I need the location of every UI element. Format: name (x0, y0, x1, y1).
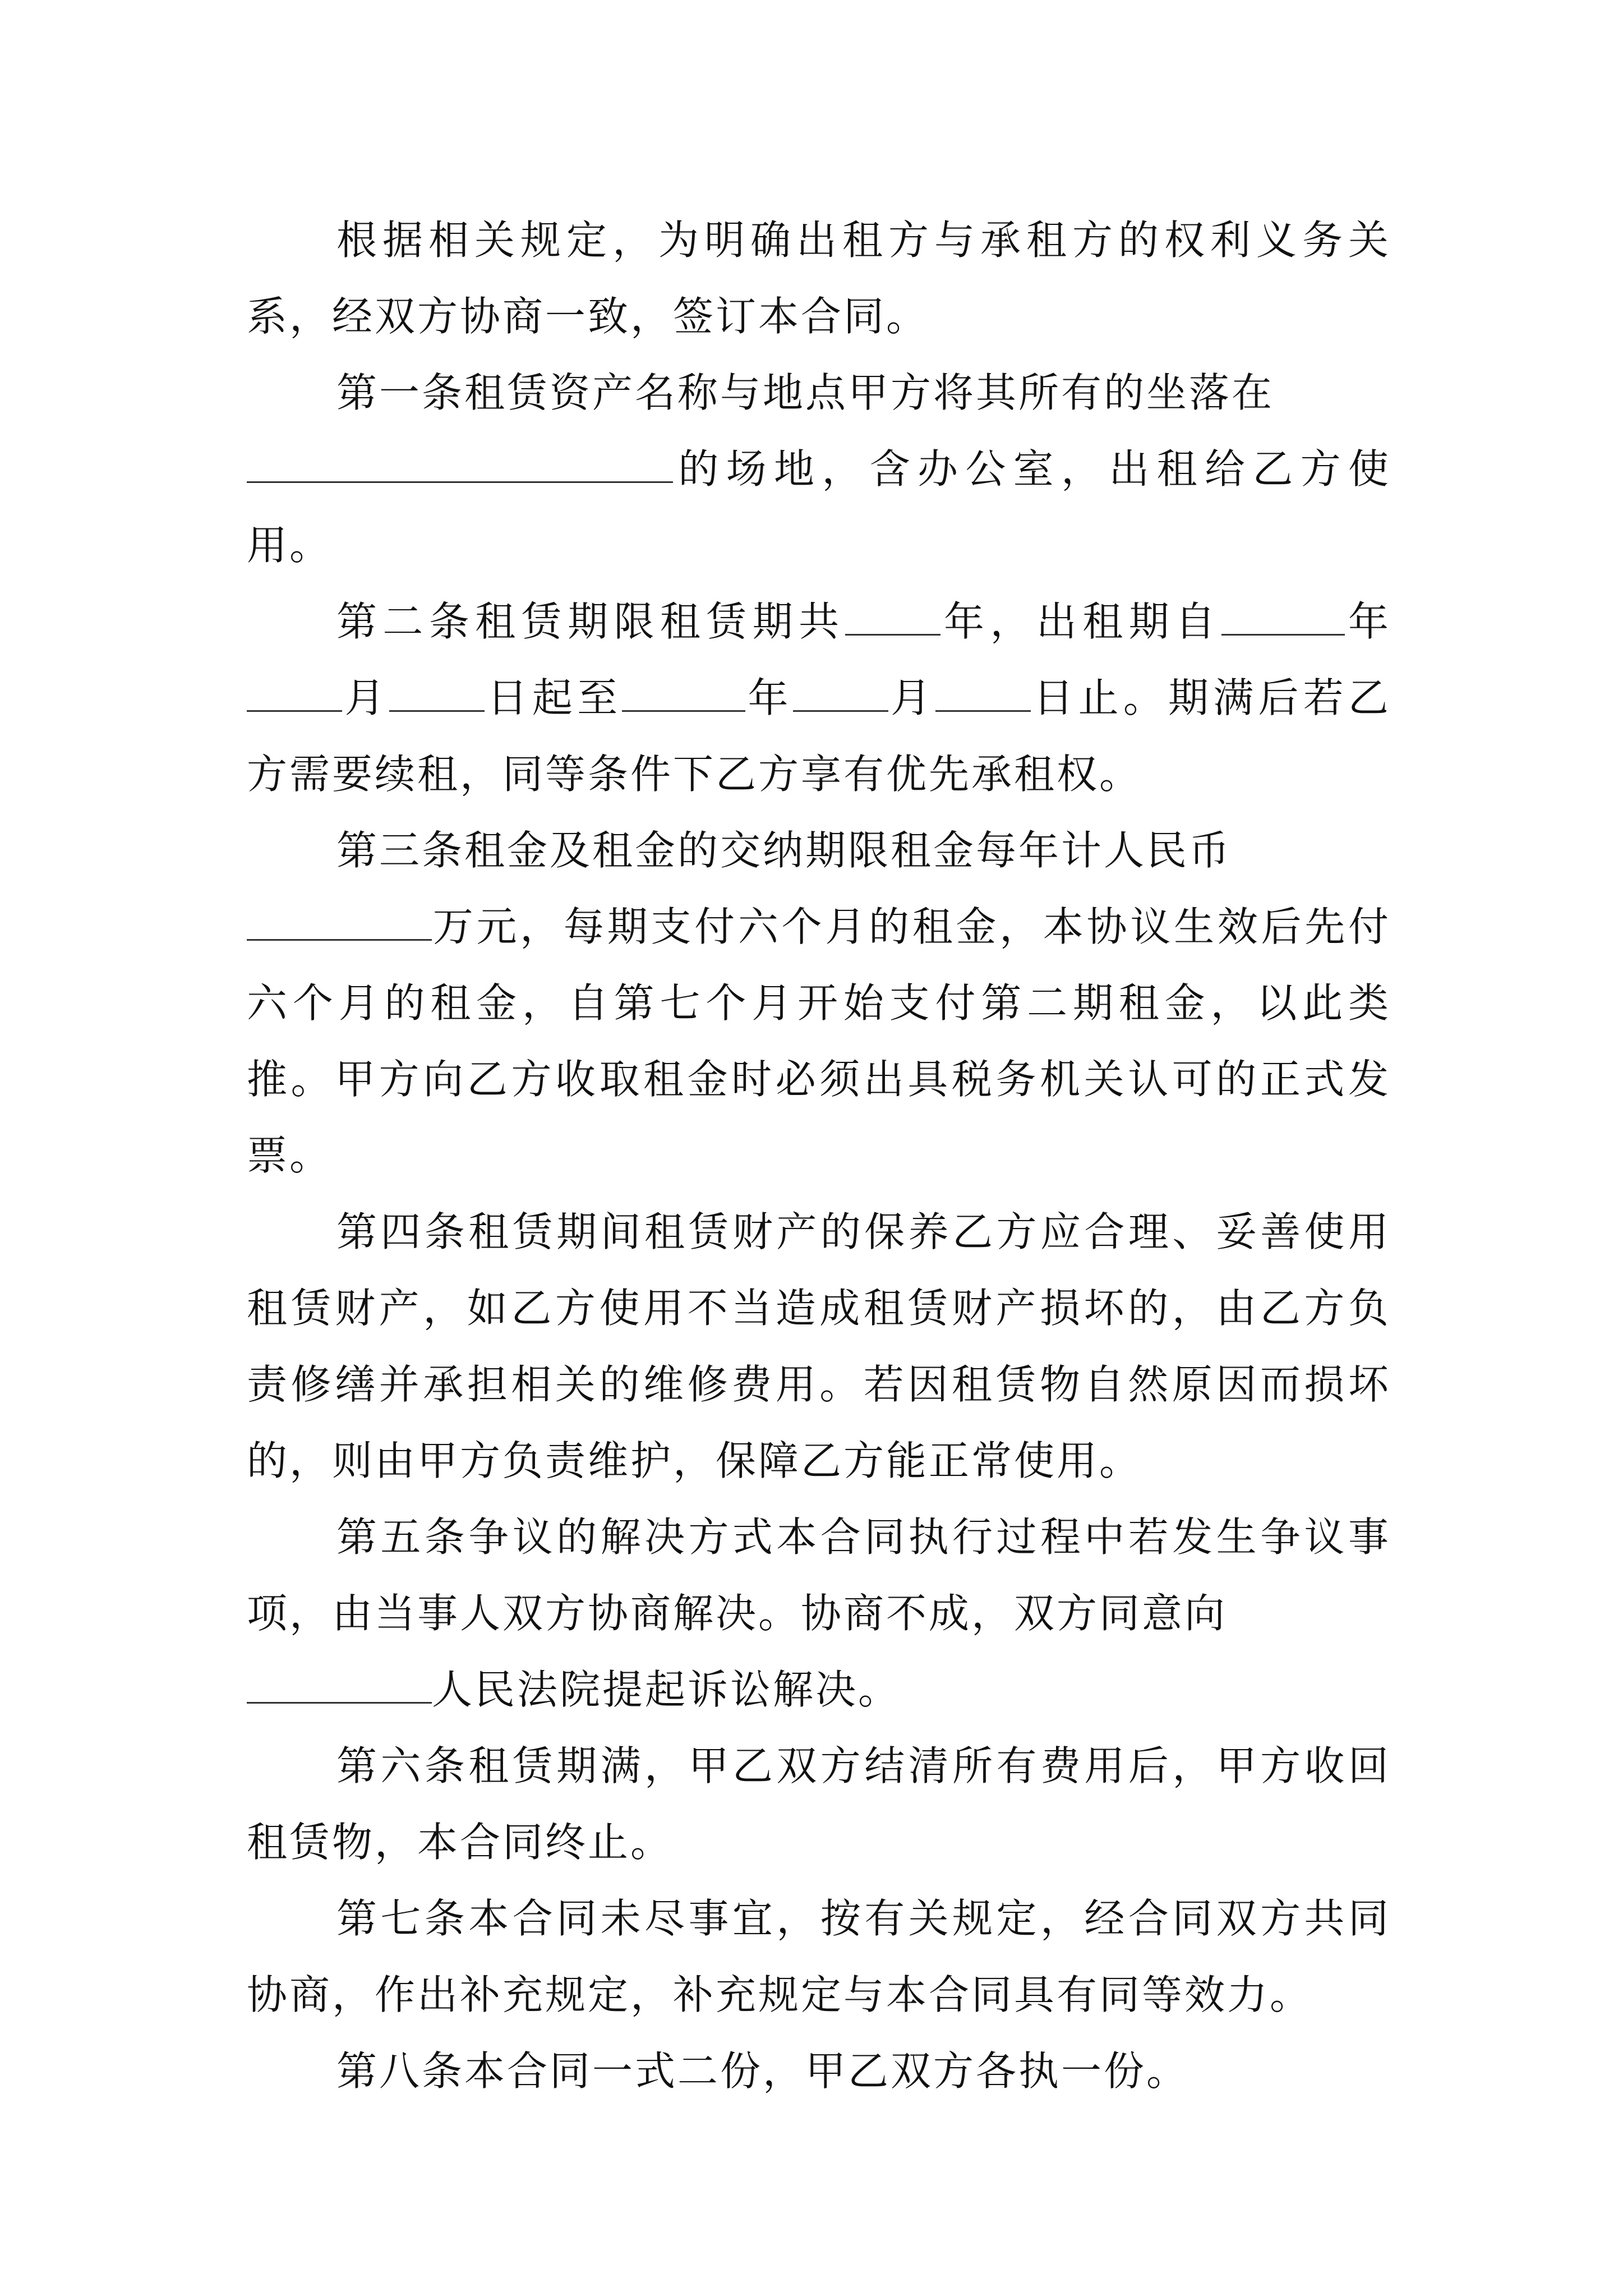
intro-paragraph (247, 202, 1391, 355)
article-2-text-b: 年，出租期自 (940, 598, 1221, 645)
end-year-blank (622, 674, 745, 712)
article-6-text: 第六条租赁期满，甲乙双方结清所有费用后，甲方收回租赁物，本合同终止。 (247, 1742, 1391, 1866)
article-4-text: 第四条租赁期间租赁财产的保养乙方应合理、妥善使用租赁财产，如乙方使用不当造成租赁财产损坏的，由乙方负责修缮并承担相关的维修费用。若因租赁物自然原因而损坏的，则由甲方负责维护，保障乙方能正常使用。 (247, 1208, 1391, 1484)
term-years-blank (845, 598, 940, 636)
end-day-blank (935, 674, 1031, 712)
article-3-paragraph (247, 812, 1391, 1194)
contract-body (247, 202, 1391, 2109)
article-1-text-a: 第一条租赁资产名称与地点甲方将其所有的坐落在 (336, 369, 1275, 416)
article-5-text-a: 第五条争议的解决方式本合同执行过程中若发生争议事项，由当事人双方协商解决。协商不成，双方同意向 (247, 1513, 1391, 1637)
article-2-text-c: 年 (1344, 598, 1391, 645)
article-3-text-b: 万元，每期支付六个月的租金，本协议生效后先付六个月的租金，自第七个月开始支付第二期租金，以此类推。甲方向乙方收取租金时必须出具税务机关认可的正式发票。 (247, 903, 1391, 1179)
article-5-paragraph (247, 1499, 1391, 1728)
end-month-blank (793, 674, 888, 712)
article-2-text-h: 日止。期满后若乙方需要续租，同等条件下乙方享有优先承租权。 (247, 674, 1391, 798)
article-1-paragraph (247, 355, 1391, 583)
start-year-blank (1221, 598, 1345, 636)
rent-amount-blank (247, 903, 432, 941)
article-5-text-b: 人民法院提起诉讼解决。 (432, 1666, 901, 1713)
start-day-blank (389, 674, 485, 712)
start-month-blank (247, 674, 342, 712)
article-1-text-b: 的场地，含办公室，出租给乙方使用。 (247, 445, 1391, 569)
article-2-text-d: 月 (342, 674, 390, 721)
location-blank (247, 445, 673, 483)
article-2-paragraph (247, 583, 1391, 812)
article-2-text-e: 日起至 (485, 674, 623, 721)
article-8-text: 第八条本合同一式二份，甲乙双方各执一份。 (336, 2047, 1189, 2095)
article-2-text-f: 年 (745, 674, 793, 721)
article-2-text-g: 月 (888, 674, 936, 721)
intro-text: 根据相关规定，为明确出租方与承租方的权利义务关系，经双方协商一致，签订本合同。 (247, 217, 1391, 340)
article-7-paragraph (247, 1880, 1391, 2033)
article-3-text-a: 第三条租金及租金的交纳期限租金每年计人民币 (336, 827, 1232, 874)
article-2-text-a: 第二条租赁期限租赁期共 (336, 598, 845, 645)
article-6-paragraph (247, 1728, 1391, 1880)
court-name-blank (247, 1666, 432, 1704)
article-7-text: 第七条本合同未尽事宜，按有关规定，经合同双方共同协商，作出补充规定，补充规定与本合同具有同等效力。 (247, 1895, 1391, 2018)
article-8-paragraph (247, 2033, 1391, 2109)
article-4-paragraph (247, 1194, 1391, 1499)
